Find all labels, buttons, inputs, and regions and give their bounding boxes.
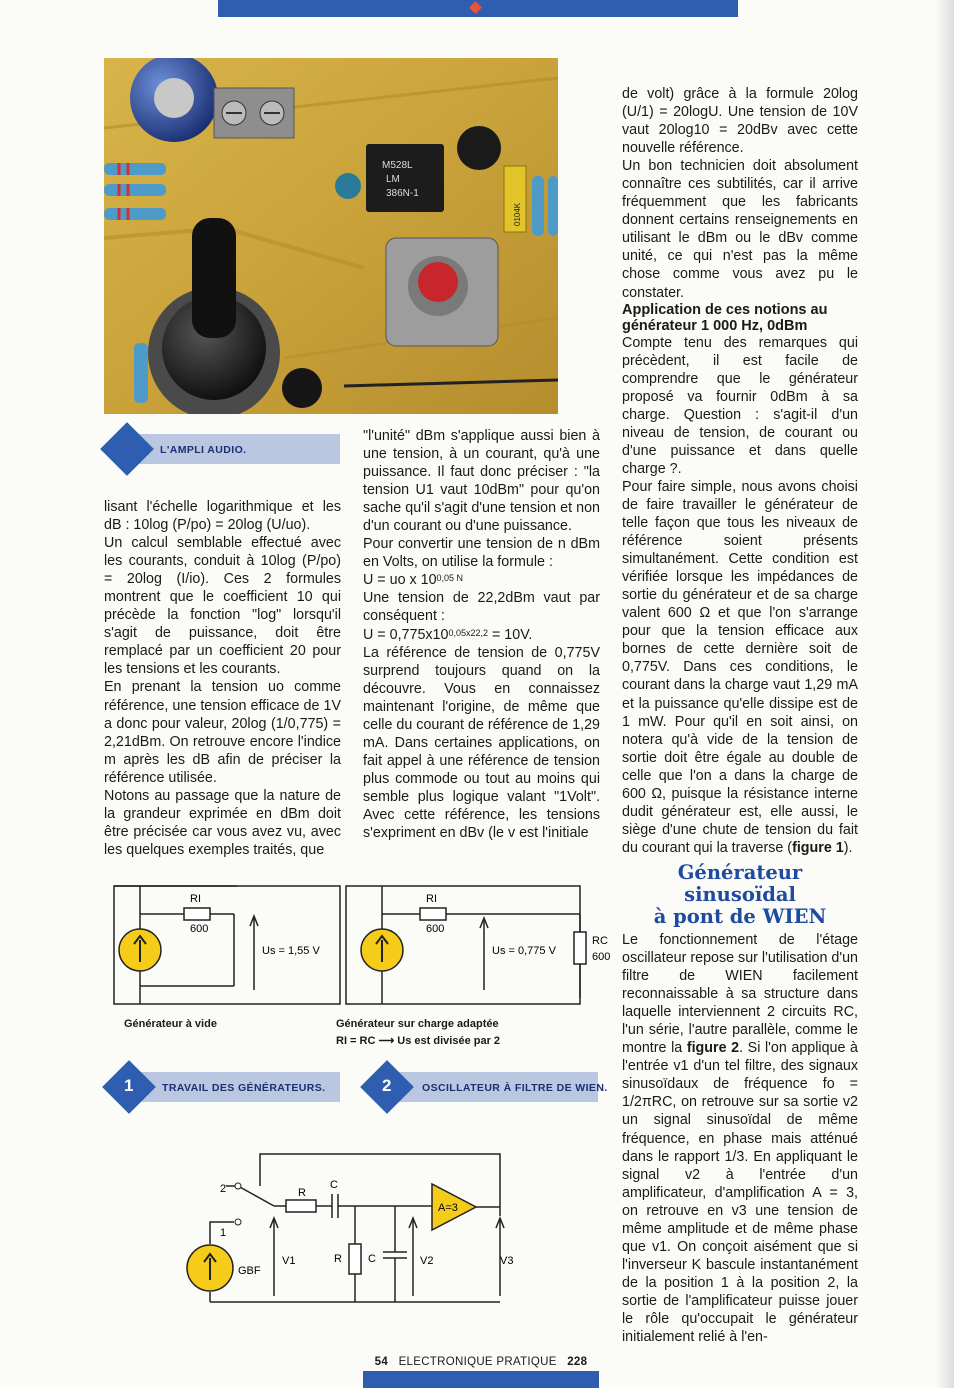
svg-text:A=3: A=3	[438, 1202, 458, 1214]
svg-text:RC: RC	[592, 935, 608, 947]
svg-text:0104K: 0104K	[513, 202, 522, 226]
svg-text:Us = 1,55 V: Us = 1,55 V	[262, 945, 320, 957]
figure-2-caption: OSCILLATEUR À FILTRE DE WIEN.	[422, 1082, 608, 1094]
text-column-1	[104, 498, 341, 859]
svg-text:V2: V2	[420, 1255, 434, 1267]
svg-text:RI: RI	[190, 893, 201, 905]
page-number: 54	[374, 1356, 389, 1368]
figure-1-number: 1	[124, 1076, 134, 1095]
svg-text:R: R	[334, 1253, 342, 1265]
text-column-4	[622, 931, 858, 1346]
figure-2-number: 2	[382, 1076, 392, 1095]
figure-2-wien-diagram	[180, 1148, 520, 1316]
svg-text:RI: RI	[426, 893, 437, 905]
photo-caption: L'AMPLI AUDIO.	[160, 444, 247, 456]
bottom-color-bar	[363, 1371, 599, 1388]
paragraph: Le fonctionnement de l'étage oscillateur repose sur l'utilisation d'un filtre de WIEN facilement reconnaissable à sa structure dans laquelle interviennent 2 circuits RC, l'un série, l'autre parallèle, comme le montre la figure 2. Si l'on applique à l'entrée v1 d'un tel filtre, des signaux sinusoïdaux de fréquence fo = 1/2πRC, on retrouve sur sa sortie v2 un signal sinusoïdal de même fréquence, en phase mais atténué dans le rapport 1/3. En appliquant le signal v2 à l'entrée d'un amplificateur, d'amplification A = 3, on retrouve en v3 une tension de même amplitude et de même phase que v1. On conçoit aisément que si l'inverseur K bascule instantanément de la position 1 à la position 2, la sortie de l'amplificateur puisse jouer le rôle qu'occupait le générateur initialement relié à l'en-	[622, 932, 858, 1346]
figure-1b-caption-2: RI = RC ⟶ Us est divisée par 2	[336, 1035, 501, 1047]
text-column-2	[363, 427, 600, 842]
page-footer	[363, 1356, 599, 1368]
svg-text:600: 600	[426, 923, 445, 935]
figure-1-diagrams	[104, 880, 614, 1020]
section-title	[622, 862, 858, 928]
formula: $U = 0,775x10^{0,05x22,2} = 10V$.	[363, 626, 533, 643]
paragraph: Pour faire simple, nous avons choisi de faire travailler le générateur de telle façon que tous les niveaux de référence soient présents simultanément. Cette condition est vérifiée lorsque les impédances de sortie du générateur et de sa charge valent 600 Ω et que l'on s'arrange pour que la tension efficace aux bornes de cette dernière soit de 0,775V. Dans ces conditions, le courant dans la charge vaut 1,29 mA et la puissance qu'elle dissipe est de 1 mW. Pour qu'il en soit ainsi, on notera qu'à vide de la tension de sortie doit être égale au double de celle que l'on a dans la charge de 600 Ω, puisque la résistance interne dudit générateur est, elle aussi, le siège d'une chute de tension du fait du courant qui la traverse (figure 1).	[622, 478, 858, 856]
svg-text:C: C	[368, 1253, 376, 1265]
svg-text:2: 2	[220, 1183, 227, 1195]
svg-text:V3: V3	[500, 1255, 514, 1267]
paragraph: Notons au passage que la nature de la grandeur exprimée en dBm doit être précisée car vous avez vu, avec les quelques exemples traités, que	[104, 787, 341, 858]
lm386-chip	[366, 144, 444, 212]
text-column-3	[622, 85, 858, 857]
paragraph: En prenant la tension uo comme référence, une tension efficace de 1V a donc pour valeur, 20log (1/0,775) = 2,21dBm. On retrouve encore l'indice m après les dB afin de préciser la référence utilisée.	[104, 679, 341, 786]
svg-text:GBF: GBF	[238, 1265, 261, 1277]
formula: U = uo x $10^{0,05 N}$	[363, 572, 464, 589]
photo-caption-diamond	[100, 422, 154, 476]
page-edge-shadow	[936, 0, 954, 1388]
magazine-name: ELECTRONIQUE PRATIQUE	[398, 1356, 557, 1368]
svg-text:600: 600	[190, 923, 209, 935]
issue-number: 228	[567, 1356, 588, 1368]
figure-1a-caption: Générateur à vide	[124, 1018, 217, 1030]
figure-1b-caption-1: Générateur sur charge adaptée	[336, 1018, 499, 1030]
paragraph: de volt) grâce à la formule 20log (U/1) = 20logU. Une tension de 10V vaut 20log10 = 20dBv avec cette nouvelle référence.	[622, 86, 858, 157]
paragraph: lisant l'échelle logarithmique et les dB : 10log (P/po) = 20log (U/uo).	[104, 499, 341, 534]
svg-text:Us = 0,775 V: Us = 0,775 V	[492, 945, 556, 957]
svg-text:LM: LM	[386, 174, 400, 185]
svg-text:C: C	[330, 1179, 338, 1191]
paragraph: Un calcul semblable effectué avec les courants, conduit à 10log (P/po) = 20log (I/io). Ces 2 formules montrent que le coefficient 10 qui précède la fonction "log" lorsqu'il s'agit de puissance, doit être remplacé par un coefficient 20 pour les tensions et les courants.	[104, 535, 341, 678]
paragraph: Pour convertir une tension de n dBm en Volts, on utilise la formule :	[363, 536, 600, 571]
section-heading: Application de ces notions au générateur 1 000 Hz, 0dBm	[622, 301, 828, 334]
paragraph: "l'unité" dBm s'applique aussi bien à une tension, à un courant, qu'à une puissance. Il faut donc préciser : "la tension U1 vaut 10dBm" pour qu'on sache qu'il s'agit d'une tension et non d'un courant ou d'une puissance.	[363, 428, 600, 535]
section-title-line-1: Générateur sinusoïdal	[677, 861, 803, 906]
push-button-red	[418, 262, 458, 302]
top-bar-marker	[469, 1, 482, 14]
top-color-bar	[218, 0, 738, 17]
svg-text:R: R	[298, 1187, 306, 1199]
svg-text:V1: V1	[282, 1255, 296, 1267]
figure-1-caption: TRAVAIL DES GÉNÉRATEURS.	[162, 1082, 326, 1094]
svg-text:600: 600	[592, 951, 611, 963]
paragraph: Un bon technicien doit absolument connaître ces subtilités, car il arrive fréquemment que les fabricants donnent certains renseignements en utilisant le dBm ou le dBv comme unité, ce qui n'est pas la même chose comme vous avez pu le constater.	[622, 158, 858, 301]
paragraph: La référence de tension de 0,775V surprend toujours quand on la découvre. Vous en connaissez maintenant l'origine, de même que celle du courant de référence de 1,29 mA. Dans certaines applications, on fait appel à une référence de tension plus commode ou tout au moins qui semble plus logique valant "1Volt". Avec cette référence, les tensions s'expriment en dBv (le v est l'initiale	[363, 644, 600, 842]
svg-text:M528L: M528L	[382, 160, 413, 171]
paragraph: Compte tenu des remarques qui précèdent, il est facile de comprendre que le générateur proposé va fournir 0dBm à sa charge. Question : s'agit-il d'un niveau de tension, de courant ou d'une puissance et dans quelle charge ?.	[622, 334, 858, 477]
paragraph: Une tension de 22,2dBm vaut par conséquent :	[363, 590, 600, 625]
svg-text:1: 1	[220, 1227, 227, 1239]
svg-text:386N-1: 386N-1	[386, 188, 419, 199]
section-title-line-2: à pont de WIEN	[653, 905, 827, 928]
amplifier-photo	[104, 58, 558, 414]
